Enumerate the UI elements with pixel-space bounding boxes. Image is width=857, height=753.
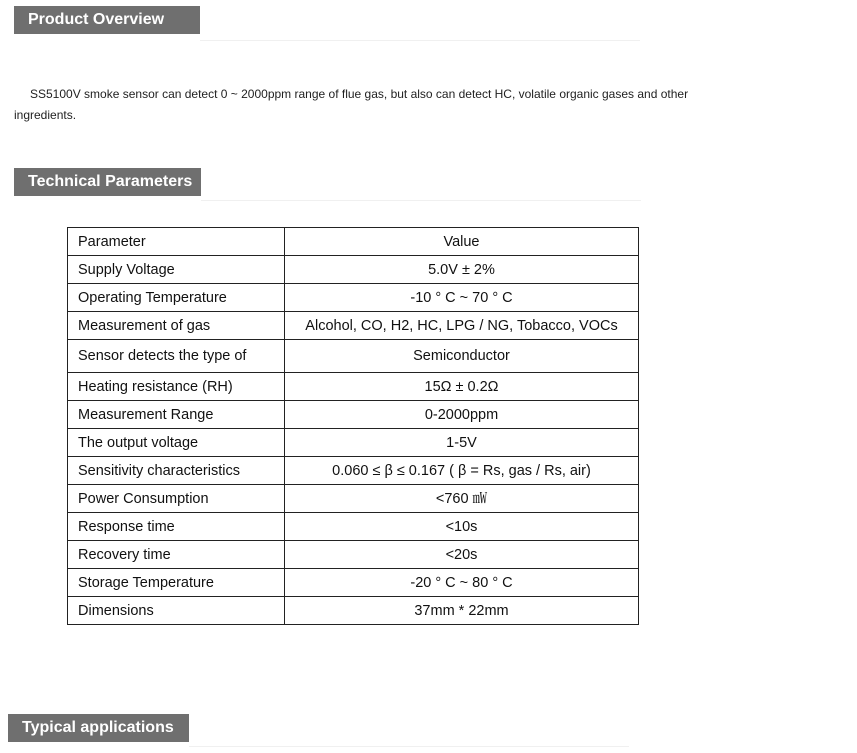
overview-paragraph: SS5100V smoke sensor can detect 0 ~ 2000ppm range of flue gas, but also can detect HC, volatile organic gases and other ingredients. [14,87,689,122]
overview-divider [200,40,640,41]
header-parameter-cell: Parameter [68,228,285,256]
product-overview-header [14,6,200,34]
table-row [68,513,639,541]
value-cell: 5.0V ± 2% [285,256,639,284]
value-cell: <20s [285,541,639,569]
value-cell: <10s [285,513,639,541]
parameter-cell: Operating Temperature [68,284,285,312]
typical-applications-title: Typical applications [22,719,174,736]
table-row [68,485,639,513]
table-row [68,569,639,597]
parameter-cell: Sensor detects the type of [68,340,285,373]
parameter-cell: Sensitivity characteristics [68,457,285,485]
parameter-cell: The output voltage [68,429,285,457]
parameter-cell: Supply Voltage [68,256,285,284]
parameter-cell: Measurement Range [68,401,285,429]
technical-parameters-table [67,227,639,625]
table-row [68,340,639,373]
value-cell: <760 ㎽ [285,485,639,513]
table-row [68,284,639,312]
table-row [68,457,639,485]
value-cell: 0.060 ≤ β ≤ 0.167 ( β = Rs, gas / Rs, air) [285,457,639,485]
value-cell: -10 ° C ~ 70 ° C [285,284,639,312]
parameter-cell: Storage Temperature [68,569,285,597]
table-row [68,429,639,457]
parameter-cell: Heating resistance (RH) [68,373,285,401]
value-cell: -20 ° C ~ 80 ° C [285,569,639,597]
table-row [68,401,639,429]
value-cell: 15Ω ± 0.2Ω [285,373,639,401]
table-row [68,373,639,401]
parameter-cell: Measurement of gas [68,312,285,340]
product-overview-title: Product Overview [28,11,165,28]
value-cell: 1-5V [285,429,639,457]
table-row [68,541,639,569]
applications-divider [189,746,629,747]
technical-parameters-header [14,168,201,196]
technical-divider [201,200,641,201]
header-value-cell: Value [285,228,639,256]
parameter-cell: Power Consumption [68,485,285,513]
table-header-row [68,228,639,256]
table-row [68,597,639,625]
value-cell: Semiconductor [285,340,639,373]
parameter-cell: Dimensions [68,597,285,625]
technical-parameters-title: Technical Parameters [28,173,193,190]
table-row [68,256,639,284]
value-cell: 37mm * 22mm [285,597,639,625]
value-cell: 0-2000ppm [285,401,639,429]
typical-applications-header [8,714,189,742]
parameter-cell: Recovery time [68,541,285,569]
value-cell: Alcohol, CO, H2, HC, LPG / NG, Tobacco, VOCs [285,312,639,340]
parameter-cell: Response time [68,513,285,541]
table-row [68,312,639,340]
